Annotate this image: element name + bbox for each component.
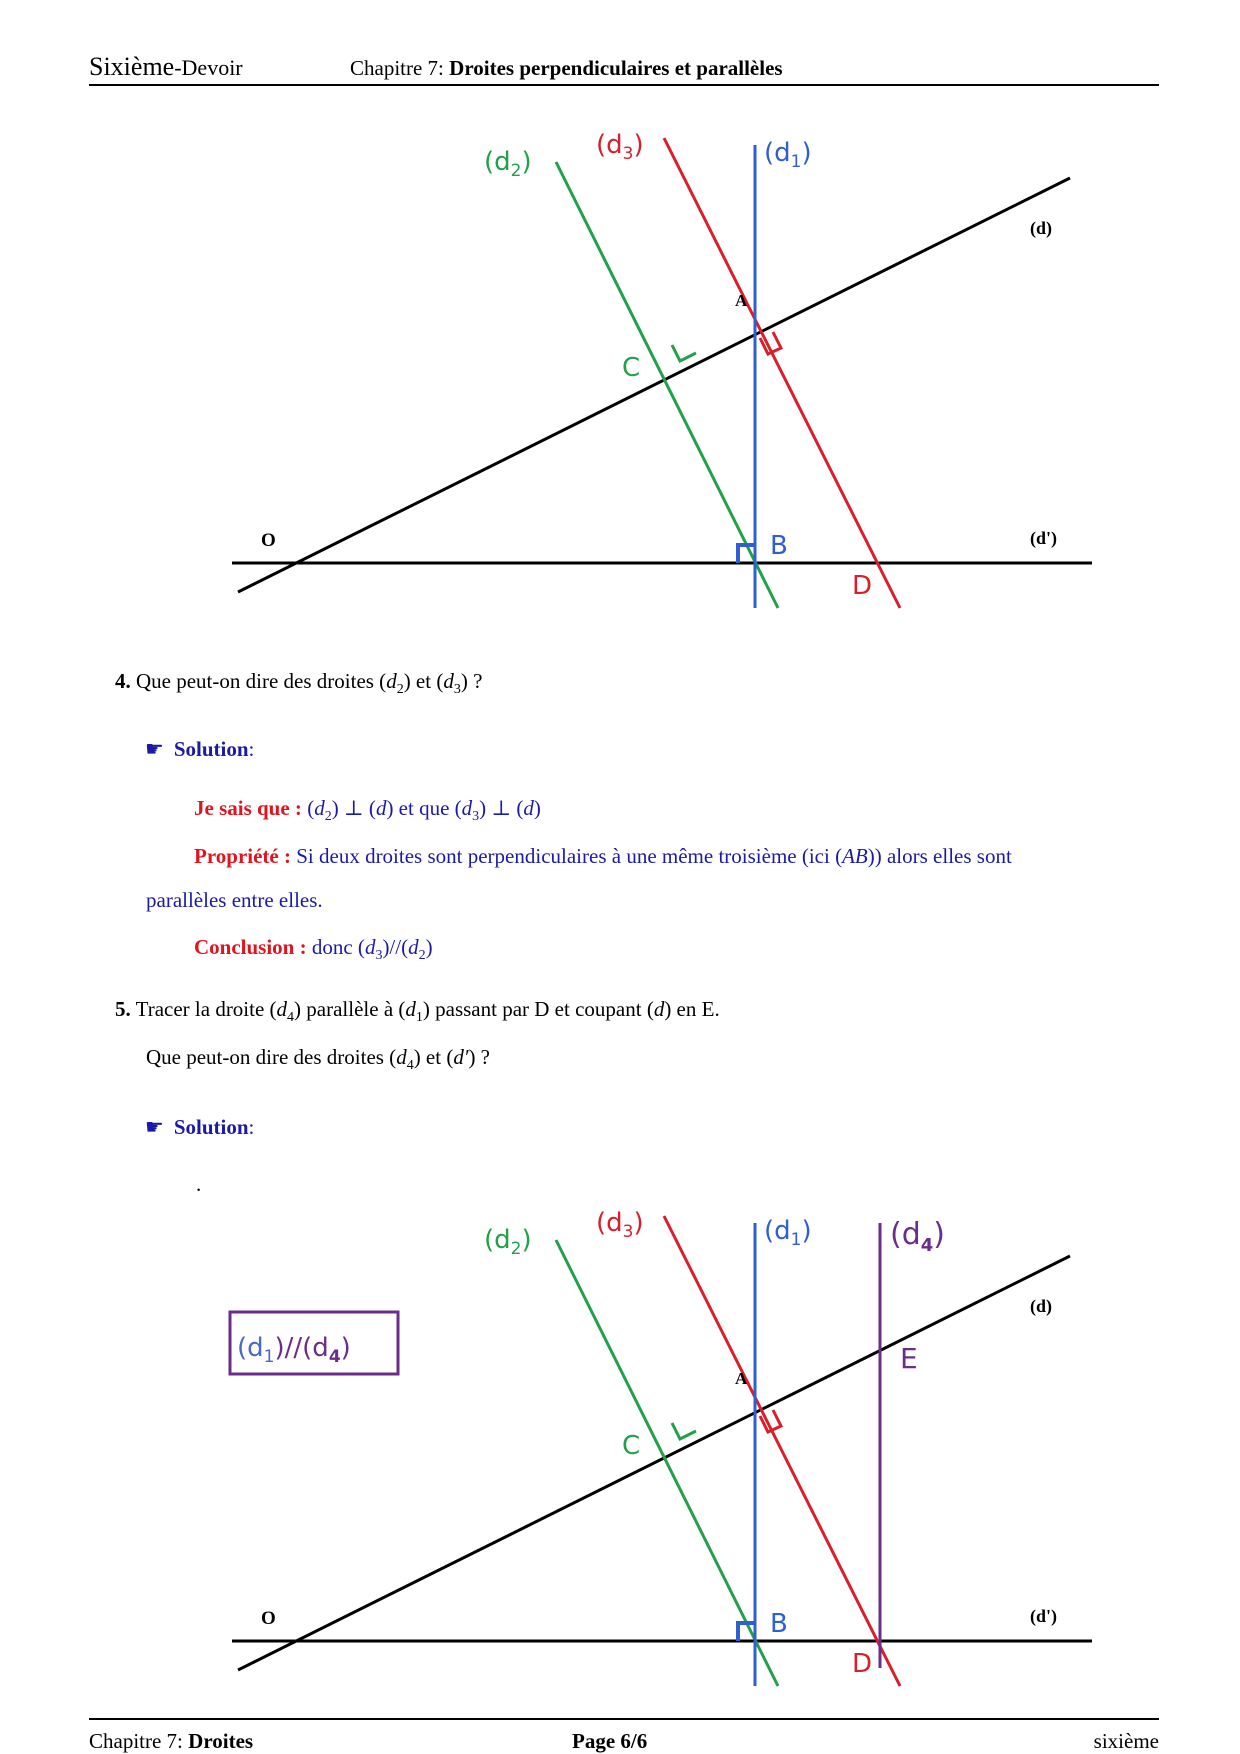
label-d-prime: (d') [1030,1606,1057,1626]
q4-sub1: 2 [396,682,404,698]
q5-l2-var2: d′ [453,1045,469,1069]
conc-a: donc ( [311,935,365,959]
prop-ab: AB [842,844,868,868]
solution-1-propriete-cont [146,888,323,913]
label-d4: $(d_4)$ [890,1217,945,1256]
line-d2 [556,162,778,608]
label-d3: $(d_3)$ [596,1208,644,1242]
label-o: O [261,1608,276,1629]
label-a: A [735,291,748,310]
line-d2 [556,1240,778,1686]
header-type: -Devoir [174,55,243,80]
label-d1: $(d_1)$ [764,1216,812,1250]
figure-1-svg [0,120,1240,620]
label-e: E [900,1342,918,1375]
question-4-number: 4. [115,669,131,693]
line-d [238,1256,1070,1670]
footer-level: sixième [1093,1729,1159,1753]
conc-sub1: 3 [375,948,383,964]
label-d-point: D [852,571,873,601]
solution-2-heading [145,1115,254,1140]
header-chapter [350,56,783,81]
prop-a: Si deux droites sont perpendiculaires à une même troisième (ici ( [296,844,843,868]
propriete-label: Propriété : [194,844,291,868]
js-a: ( [307,796,315,820]
figure-1 [0,120,1240,620]
header-chapter-title: Droites perpendiculaires et parallèles [449,56,783,80]
q4-text-b: ) et ( [403,669,444,693]
question-4 [115,669,482,698]
label-b: B [770,531,788,561]
pointing-hand-icon: ☛ [145,1115,164,1139]
label-d2: $(d_2)$ [484,147,532,181]
je-sais-que-label: Je sais que : [194,796,302,820]
solution-1-conclusion [194,935,433,964]
label-d-prime: (d') [1030,528,1057,548]
question-5-number: 5. [115,997,131,1021]
q4-text-a: Que peut-on dire des droites ( [136,669,387,693]
conc-c: ) [425,935,433,959]
conclusion-label: Conclusion : [194,935,307,959]
js-g: ) ⊥ ( [479,796,524,820]
conc-var1: d [364,935,376,959]
q4-var1: d [386,669,397,693]
label-o: O [261,530,276,551]
conc-var2: d [408,935,419,959]
right-angle-c [672,1423,696,1439]
solution-1-je-sais [194,796,541,825]
solution-2-label: Solution [173,1115,249,1139]
q5-var3: d [653,997,665,1021]
header-rule [89,84,1159,86]
prop-b: )) alors elles sont [867,844,1012,868]
parallel-box-text: $(d_1)//(d_4)$ [237,1333,351,1367]
line-d [238,178,1070,592]
footer-rule [89,1718,1159,1720]
js-h: d [523,796,534,820]
label-d2: $(d_2)$ [484,1225,532,1259]
js-d: d [375,796,387,820]
solution-1-label: Solution [173,737,249,761]
right-angle-c [672,345,696,361]
js-f: d [461,796,473,820]
label-a: A [735,1369,748,1388]
footer-chapter [89,1729,253,1754]
question-5 [115,997,720,1026]
solution-2-colon: : [248,1115,255,1139]
js-sub1: 2 [324,809,332,825]
js-c: ) ⊥ ( [331,796,376,820]
conc-sub2: 2 [418,948,426,964]
header-title [89,52,243,82]
figure-2 [0,1198,1240,1698]
q5-b: ) parallèle à ( [294,997,406,1021]
conc-b: )//( [382,935,409,959]
pointing-hand-icon: ☛ [145,737,164,761]
q5-l2-c: ) ? [468,1045,491,1069]
q5-l2-b: ) et ( [413,1045,454,1069]
solution-1-heading [145,737,254,762]
footer-page-number: Page 6/6 [572,1729,648,1753]
q5-l2-sub1: 4 [406,1058,414,1074]
q5-c: ) passant par D et coupant ( [422,997,654,1021]
figure-2-svg [0,1198,1240,1698]
q4-var2: d [443,669,454,693]
js-e: ) et que ( [386,796,462,820]
q5-var1: d [276,997,288,1021]
prop-c: parallèles entre elles. [146,888,323,912]
q5-a: Tracer la droite ( [135,997,277,1021]
footer-chapter-title: Droites [188,1729,254,1753]
q4-text-c: ) ? [460,669,483,693]
header-level: Sixième [89,52,175,81]
header-chapter-prefix: Chapitre 7: [350,56,450,80]
label-b: B [770,1609,788,1639]
q5-var2: d [405,997,416,1021]
label-c: C [622,353,641,383]
label-d3: $(d_3)$ [596,130,644,164]
label-c: C [622,1431,641,1461]
label-d: (d) [1030,1296,1052,1316]
js-sub2: 3 [472,809,480,825]
q5-sub2: 1 [415,1010,423,1026]
q4-sub2: 3 [453,682,461,698]
question-5-line-2 [146,1045,490,1074]
js-b: d [314,796,325,820]
q5-l2-a: Que peut-on dire des droites ( [146,1045,397,1069]
q5-d: ) en E. [664,997,720,1021]
solution-1-propriete [194,844,1012,869]
footer-chapter-prefix: Chapitre 7: [89,1729,189,1753]
label-d-point: D [852,1649,873,1679]
js-i: ) [533,796,541,820]
label-d: (d) [1030,218,1052,238]
q5-l2-var1: d [396,1045,407,1069]
solution-2-dot: . [196,1172,202,1196]
q5-sub1: 4 [287,1010,295,1026]
solution-1-colon: : [248,737,255,761]
label-d1: $(d_1)$ [764,138,812,172]
